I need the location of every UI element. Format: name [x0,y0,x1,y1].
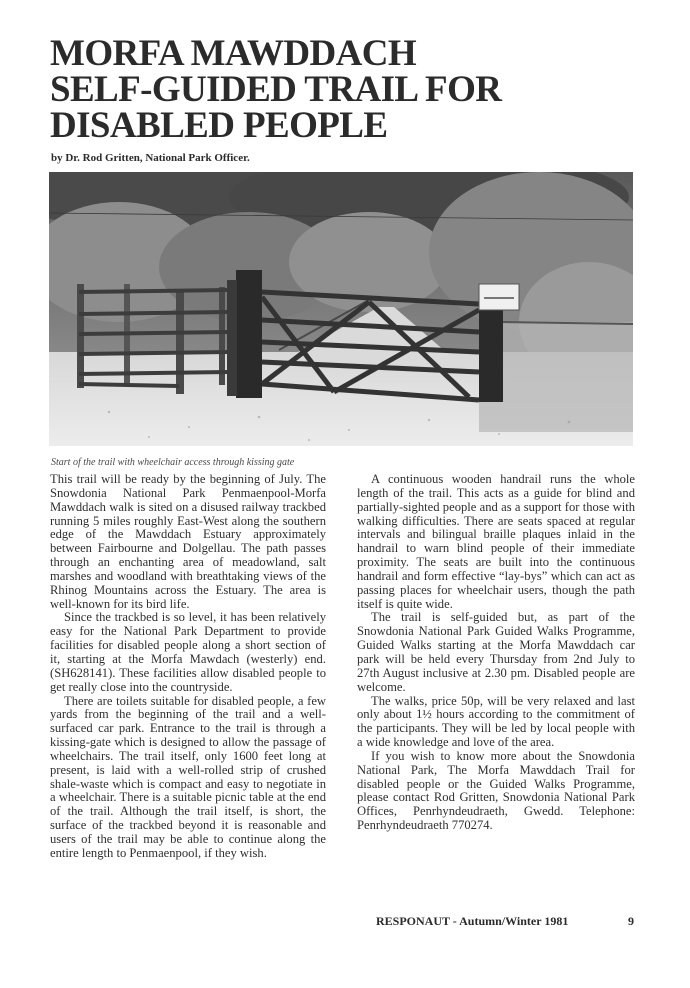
article-column-left [50,473,326,861]
title-line: DISABLED PEOPLE [50,105,388,146]
publication-name: RESPONAUT - Autumn/Winter 1981 [376,914,569,928]
title-line: SELF-GUIDED TRAIL FOR [50,69,502,110]
paragraph: There are toilets suitable for disabled people, a few yards from the beginning of the trail and a well-surfaced car park. Entrance to the trail is through a kissing-gate which is designed to allow the passage of wheelchairs. The trail itself, only 1600 feet long at present, is laid with a well-rolled strip of crushed shale-waste which is compact and easy to negotiate in a wheelchair. There is a suitable picnic table at the end of the trail. Although the trail itself, is short, the surface of the trackbed beyond it is reasonable and users of the trail may be able to continue along the entire length to Penmaenpool, if they wish. [50,693,326,860]
title-line: MORFA MAWDDACH [50,33,417,74]
paragraph: If you wish to know more about the Snowdonia National Park, The Morfa Mawddach Trail for disabled people or the Guided Walks Programme, please contact Rod Gritten, Snowdonia National Park Offices, Penrhyndeudraeth, Gwedd. Telephone: Penrhyndeudraeth 770274. [357,748,635,833]
article-column-right [357,473,635,833]
photo-caption: Start of the trail with wheelchair access through kissing gate [51,457,295,468]
paragraph: The walks, price 50p, will be very relaxed and last only about 1½ hours according to the commitment of the participants. They will be led by local people with a wide knowledge and love of the area. [357,693,635,750]
byline: by Dr. Rod Gritten, National Park Officer. [51,152,250,164]
article-title [50,33,610,146]
photo-illustration [49,172,633,446]
paragraph: A continuous wooden handrail runs the whole length of the trail. This acts as a guide for blind and partially-sighted people and as a support for those with walking difficulties. There are seats spaced at regular intervals and bilingual braille plaques inlaid in the handrail to warn blind people of their immediate proximity. The seats are built into the continuous handrail and form effective “lay-bys” which can act as passing places for wheelchair users, though the path itself is quite wide. [357,472,635,611]
paragraph: Since the trackbed is so level, it has been relatively easy for the National Park Department to provide facilities for disabled people along a short section of it, starting at the Morfa Mawdach (westerly) end. (SH628141). These facilities allow disabled people to get really close into the countryside. [50,610,326,694]
paragraph: The trail is self-guided but, as part of the Snowdonia National Park Guided Walks Programme, Guided Walks starting at the Morfa Mawddach car park will be held every Thursday from 2nd July to 27th August inclusive at 2.30 pm. Disabled people are welcome. [357,610,635,694]
trail-gate-photo [49,172,633,446]
paragraph: This trail will be ready by the beginning of July. The Snowdonia National Park Penmaenpool-Morfa Mawddach walk is sited on a disused railway trackbed running 5 miles roughly East-West along the southern edge of the Mawddach Estuary approximately between Fairbourne and Dolgellau. The path passes through an enchanting area of meadowland, salt marshes and woodland with breathtaking views of the Rhinog Mountains across the Estuary. The area is well-known for its bird life. [50,472,326,611]
page-footer [376,914,634,929]
page-number: 9 [628,914,634,928]
